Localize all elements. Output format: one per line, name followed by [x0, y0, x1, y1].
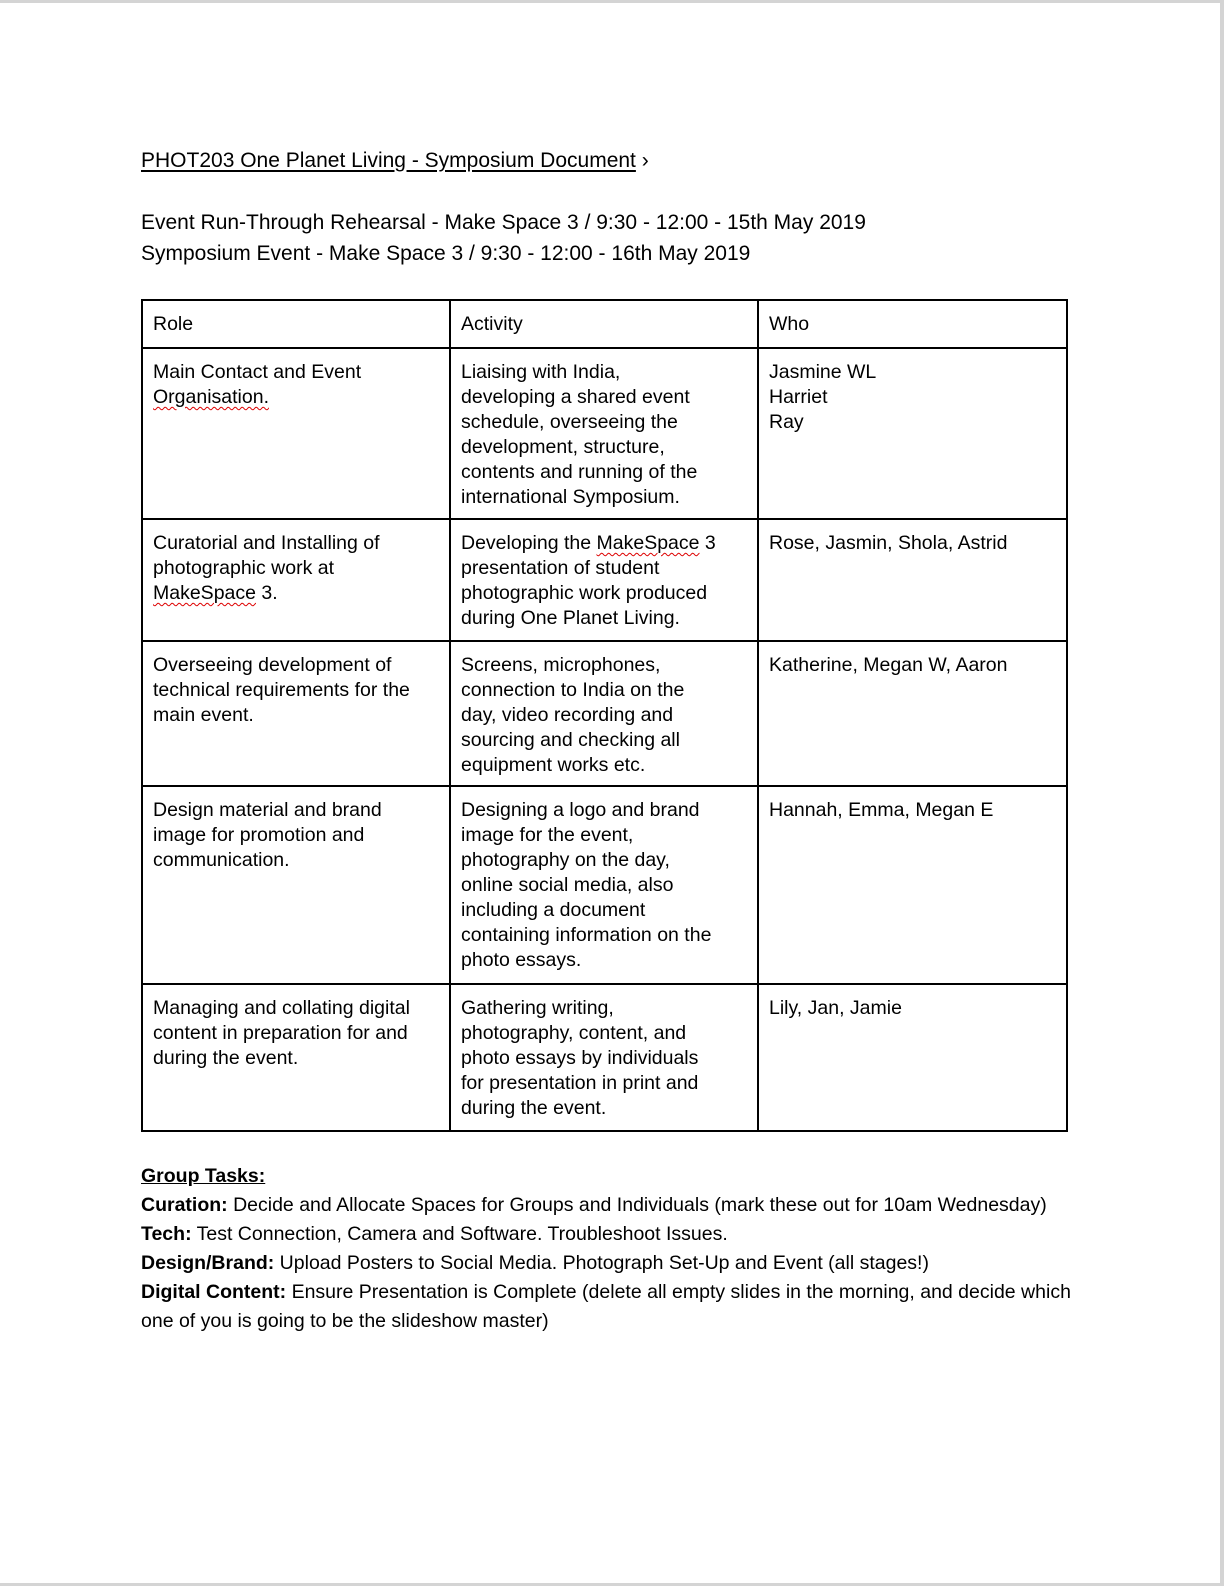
role-cell: Main Contact and Event Organisation. — [142, 348, 450, 519]
roles-table — [141, 299, 1068, 1132]
spellcheck-word: MakeSpace — [596, 532, 700, 554]
header-who: Who — [758, 300, 1067, 348]
table-row — [142, 984, 1067, 1131]
symposium-line: Symposium Event - Make Space 3 / 9:30 - 12:00 - 16th May 2019 — [141, 242, 751, 265]
chevron-right-icon: › — [641, 149, 649, 172]
table-row — [142, 519, 1067, 641]
activity-cell: Liaising with India, developing a shared event schedule, overseeing the development, structure, contents and running of the international Symposium. — [450, 348, 758, 519]
group-tasks — [141, 1162, 1071, 1336]
header-role: Role — [142, 300, 450, 348]
who-cell: Katherine, Megan W, Aaron — [758, 641, 1067, 786]
role-cell: Design material and brand image for promotion and communication. — [142, 786, 450, 984]
rehearsal-line: Event Run-Through Rehearsal - Make Space 3 / 9:30 - 12:00 - 15th May 2019 — [141, 211, 866, 234]
spellcheck-word: MakeSpace — [153, 582, 256, 604]
spellcheck-word: Organisation. — [153, 386, 269, 408]
table-row — [142, 786, 1067, 984]
event-schedule — [141, 207, 866, 269]
activity-cell: Gathering writing, photography, content, and photo essays by individuals for presentation in print and during the event. — [450, 984, 758, 1131]
document-title — [141, 147, 649, 175]
task-design-brand: Design/Brand: Upload Posters to Social Media. Photograph Set-Up and Event (all stages!) — [141, 1252, 929, 1274]
who-cell: Hannah, Emma, Megan E — [758, 786, 1067, 984]
activity-cell: Screens, microphones, connection to India on the day, video recording and sourcing and checking all equipment works etc. — [450, 641, 758, 786]
who-cell: Rose, Jasmin, Shola, Astrid — [758, 519, 1067, 641]
task-tech: Tech: Test Connection, Camera and Software. Troubleshoot Issues. — [141, 1223, 728, 1245]
role-cell: Overseeing development of technical requirements for the main event. — [142, 641, 450, 786]
activity-cell: Developing the MakeSpace 3 presentation of student photographic work produced during One Planet Living. — [450, 519, 758, 641]
role-cell: Managing and collating digital content in preparation for and during the event. — [142, 984, 450, 1131]
document-title-link[interactable]: PHOT203 One Planet Living - Symposium Document — [141, 149, 636, 172]
task-digital-content: Digital Content: Ensure Presentation is Complete (delete all empty slides in the morning, and decide which one of you is going to be the slideshow master) — [141, 1281, 1071, 1332]
activity-cell: Designing a logo and brand image for the event, photography on the day, online social media, also including a document containing information on the photo essays. — [450, 786, 758, 984]
task-curation: Curation: Decide and Allocate Spaces for Groups and Individuals (mark these out for 10am Wednesday) — [141, 1194, 1047, 1216]
table-row — [142, 641, 1067, 786]
who-cell: Jasmine WL Harriet Ray — [758, 348, 1067, 519]
header-activity: Activity — [450, 300, 758, 348]
group-tasks-heading: Group Tasks: — [141, 1165, 266, 1187]
table-row — [142, 348, 1067, 519]
table-header-row — [142, 300, 1067, 348]
who-cell: Lily, Jan, Jamie — [758, 984, 1067, 1131]
role-cell: Curatorial and Installing of photographic work at MakeSpace 3. — [142, 519, 450, 641]
document-page — [0, 3, 1220, 1583]
